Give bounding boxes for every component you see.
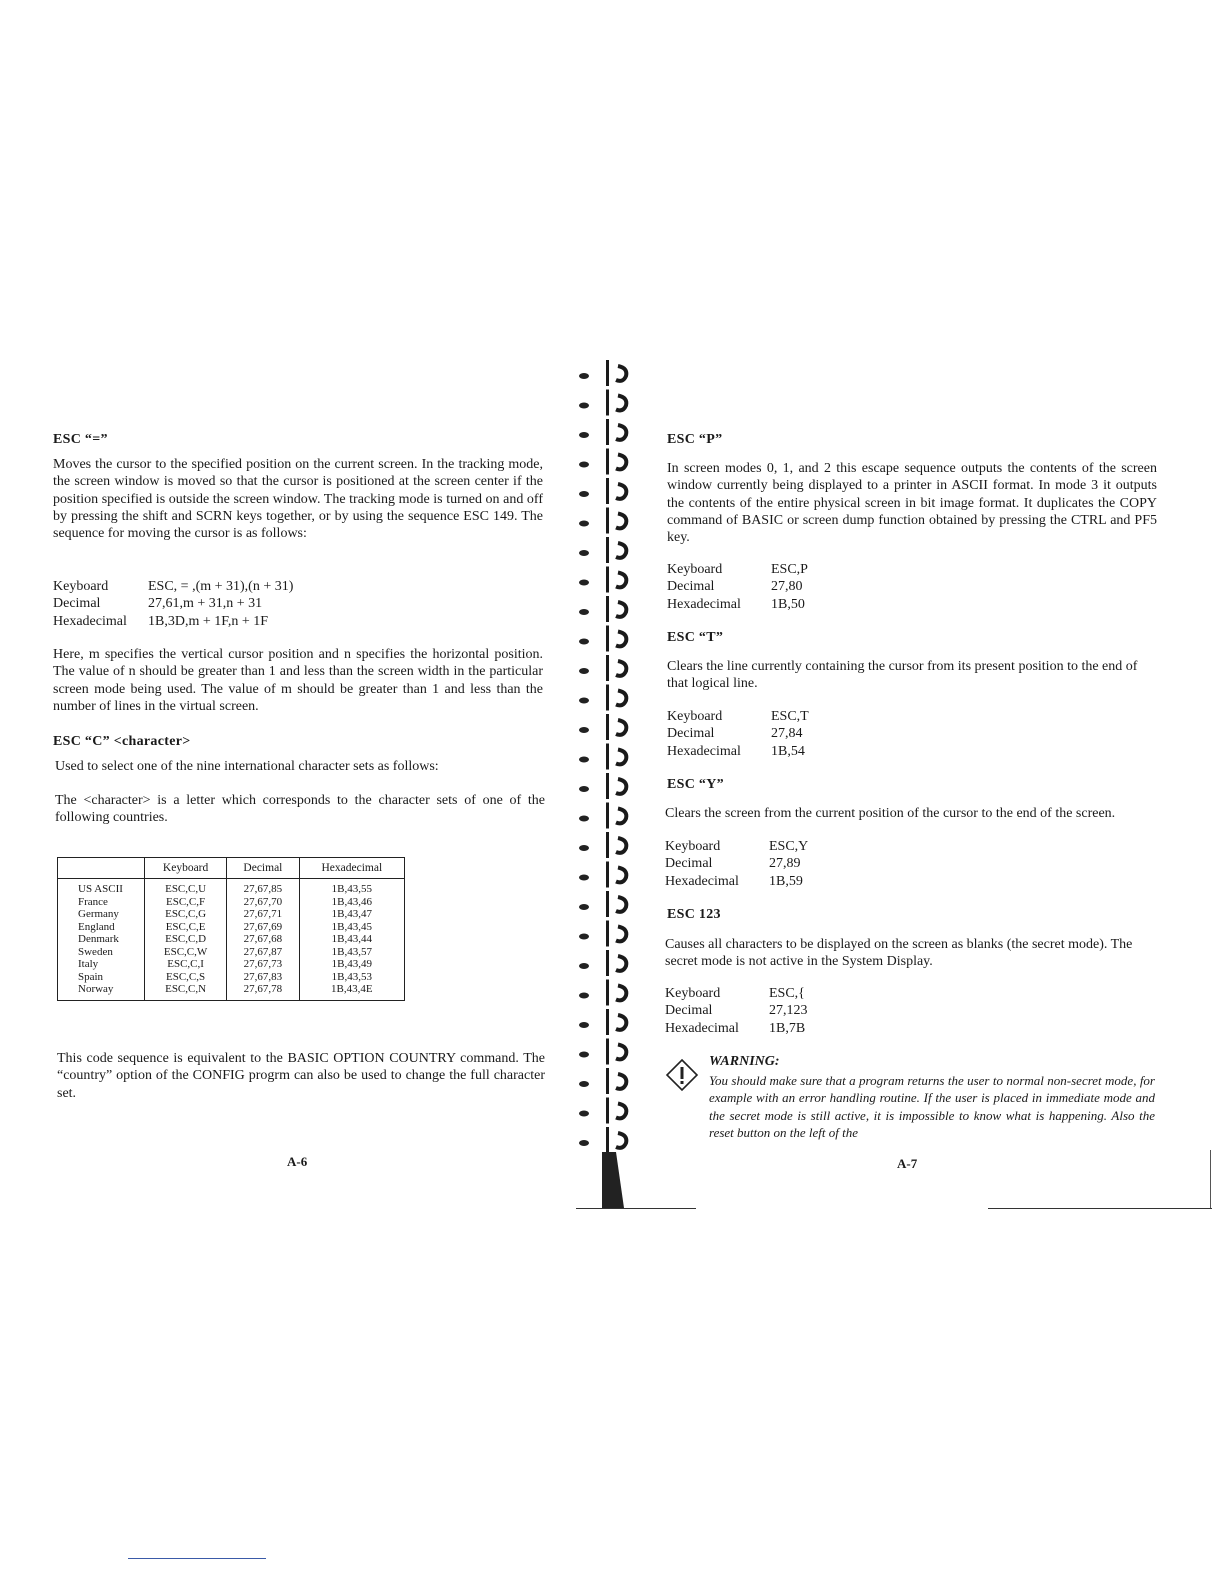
warning-title: WARNING: [709,1054,780,1069]
spiral-ring [579,980,626,1006]
spiral-base [602,1152,624,1208]
spiral-ring [579,419,626,445]
table-header: Decimal [227,858,300,879]
spiral-ring [579,1098,626,1124]
spiral-ring [579,655,626,681]
code-row [53,595,293,612]
code-cell: 27,67,70 [227,896,300,909]
spiral-ring [579,685,626,711]
footnote-rule [128,1558,266,1559]
esc-p-heading: ESC “P” [667,432,723,447]
spiral-ring [579,478,626,504]
code-value: 27,89 [769,856,801,872]
code-label: Decimal [53,596,101,612]
code-row [665,1002,808,1019]
code-row [667,561,808,578]
page-edge-rule [988,1208,1212,1209]
esc-equals-description: Moves the cursor to the specified position on the current screen. In the tracking mode, the screen window is moved so that the cursor is positioned at the screen center if the position specified is outside the screen window. The tracking mode is turned on and off by pressing the shift and SCRN keys together, or by using the sequence ESC 149. The sequence for moving the cursor is as follows: [53,457,543,542]
code-cell: 27,67,73 [227,958,300,971]
spiral-ring [579,1039,626,1065]
code-row [667,596,808,613]
spiral-ring [579,626,626,652]
code-cell: ESC,C,G [145,908,227,921]
code-label: Decimal [665,1003,713,1019]
spiral-ring [579,1127,626,1153]
code-cell: 1B,43,4E [299,983,404,1000]
code-cell: 27,67,83 [227,971,300,984]
esc-y-heading: ESC “Y” [667,777,724,792]
code-cell: 1B,43,53 [299,971,404,984]
spiral-ring [579,567,626,593]
table-row [58,921,405,934]
code-cell: 1B,43,45 [299,921,404,934]
page-number: A-6 [287,1154,308,1169]
code-label: Keyboard [667,562,723,577]
spiral-ring [579,1068,626,1094]
code-cell: ESC,C,U [145,879,227,896]
code-value: ESC,T [771,709,809,724]
spiral-ring [579,773,626,799]
code-value: 27,84 [771,726,803,742]
table-row [58,983,405,1000]
spiral-ring [579,832,626,858]
code-label: Keyboard [667,709,723,724]
code-label: Hexadecimal [665,873,739,889]
esc-y-codes [665,838,808,890]
table-body [58,879,405,1001]
esc-p-codes [667,561,808,613]
esc-p-description: In screen modes 0, 1, and 2 this escape sequence outputs the contents of the screen window currently being displayed to a printer in ASCII format. In mode 3 it outputs the contents of the entire physical screen in bit image format. It duplicates the COPY command of BASIC or screen dump function obtained by pressing the CTRL and PF5 key. [667,461,1157,546]
code-label: Keyboard [665,986,721,1001]
country-cell: England [58,921,145,934]
spiral-ring [579,449,626,475]
esc-t-description: Clears the line currently containing the cursor from its present position to the end of that logical line. [667,659,1138,692]
spiral-ring [579,714,626,740]
esc-t-heading: ESC “T” [667,630,724,645]
code-row [665,985,808,1002]
code-cell: 27,67,85 [227,879,300,896]
code-value: 1B,50 [771,596,805,612]
code-cell: 27,67,71 [227,908,300,921]
code-cell: 1B,43,55 [299,879,404,896]
table-header: Keyboard [145,858,227,879]
esc-c-closing: This code sequence is equivalent to the BASIC OPTION COUNTRY command. The “country” option of the CONFIG progrm can also be used to change the full character set. [57,1051,545,1101]
character-set-table [57,857,405,1001]
country-cell: France [58,896,145,909]
code-cell: 27,67,78 [227,983,300,1000]
table-row [58,908,405,921]
code-value: 1B,59 [769,873,803,889]
esc-123-heading: ESC 123 [667,907,721,922]
country-cell: Denmark [58,933,145,946]
warning-body: You should make sure that a program returns the user to normal non-secret mode, for example with an error handling routine. If the user is placed in immediate mode and the secret mode is still active, it is impossible to know what is happening. Also the reset button on the left of the [709,1073,1155,1141]
code-row [665,855,808,872]
spiral-ring [579,921,626,947]
table-header [58,858,145,879]
table-row [58,896,405,909]
spiral-ring [579,390,626,416]
table-row [58,971,405,984]
code-cell: 1B,43,47 [299,908,404,921]
code-value: ESC, = ,(m + 31),(n + 31) [148,579,294,594]
page-edge-line [1210,1150,1211,1208]
code-row [667,725,809,742]
code-row [665,838,808,855]
code-label: Hexadecimal [665,1020,739,1036]
country-cell: Germany [58,908,145,921]
code-label: Decimal [667,579,715,595]
code-label: Hexadecimal [667,596,741,612]
code-cell: ESC,C,W [145,946,227,959]
country-cell: Spain [58,971,145,984]
esc-equals-codes [53,578,293,630]
code-value: ESC,{ [769,986,805,1001]
code-label: Hexadecimal [53,613,127,629]
code-cell: 1B,43,46 [299,896,404,909]
spiral-ring [579,950,626,976]
esc-equals-note: Here, m specifies the vertical cursor position and n specifies the horizontal position. The value of n should be greater than 1 and less than the screen width in the particular screen mode being used. The value of m should be greater than 1 and less than the number of lines in the virtual screen. [53,647,543,714]
code-row [667,743,809,760]
spiral-ring [579,803,626,829]
page-number: A-7 [897,1156,918,1171]
spiral-ring [579,862,626,888]
esc-t-codes [667,708,809,760]
code-value: 27,80 [771,579,803,595]
warning-icon [665,1058,699,1092]
esc-c-heading: ESC “C” <character> [53,734,191,749]
code-value: 27,61,m + 31,n + 31 [148,596,263,612]
code-label: Decimal [665,856,713,872]
code-cell: ESC,C,E [145,921,227,934]
code-cell: 27,67,68 [227,933,300,946]
code-value: 1B,54 [771,743,805,759]
table-row [58,879,405,896]
table-header: Hexadecimal [299,858,404,879]
spiral-ring [579,891,626,917]
country-cell: Norway [58,983,145,1000]
table-header-row [58,858,405,879]
code-cell: 27,67,69 [227,921,300,934]
code-value: 27,123 [769,1003,808,1019]
spiral-binding-image [572,352,644,1212]
code-cell: ESC,C,S [145,971,227,984]
code-row [665,1020,808,1037]
spiral-ring [579,596,626,622]
spiral-ring [579,1009,626,1035]
code-label: Hexadecimal [667,743,741,759]
code-value: ESC,P [771,562,808,577]
code-cell: ESC,C,N [145,983,227,1000]
code-value: 1B,3D,m + 1F,n + 1F [148,613,269,629]
table-row [58,946,405,959]
spiral-ring [579,744,626,770]
country-cell: Sweden [58,946,145,959]
country-cell: Italy [58,958,145,971]
code-cell: ESC,C,I [145,958,227,971]
code-cell: 1B,43,44 [299,933,404,946]
esc-123-codes [665,985,808,1037]
spiral-ring [579,360,626,386]
code-row [53,613,293,630]
spiral-ring [579,537,626,563]
code-cell: 1B,43,49 [299,958,404,971]
code-row [665,873,808,890]
page-edge-rule [576,1208,696,1209]
code-cell: ESC,C,F [145,896,227,909]
code-value: ESC,Y [769,839,809,854]
spiral-ring [579,508,626,534]
code-row [53,578,293,595]
esc-equals-heading: ESC “=” [53,432,108,447]
table-row [58,933,405,946]
esc-y-description: Clears the screen from the current position of the cursor to the end of the screen. [665,806,1116,821]
code-cell: 27,67,87 [227,946,300,959]
table-row [58,958,405,971]
code-row [667,708,809,725]
code-label: Keyboard [665,839,721,854]
esc-c-description: The <character> is a letter which corresponds to the character sets of one of the following countries. [55,793,545,826]
esc-c-intro: Used to select one of the nine international character sets as follows: [55,759,439,774]
esc-123-description: Causes all characters to be displayed on the screen as blanks (the secret mode). The secret mode is not active in the System Display. [665,937,1133,970]
code-label: Keyboard [53,579,109,594]
code-row [667,578,808,595]
country-cell: US ASCII [58,879,145,896]
code-value: 1B,7B [769,1020,806,1036]
code-cell: 1B,43,57 [299,946,404,959]
code-cell: ESC,C,D [145,933,227,946]
code-label: Decimal [667,726,715,742]
